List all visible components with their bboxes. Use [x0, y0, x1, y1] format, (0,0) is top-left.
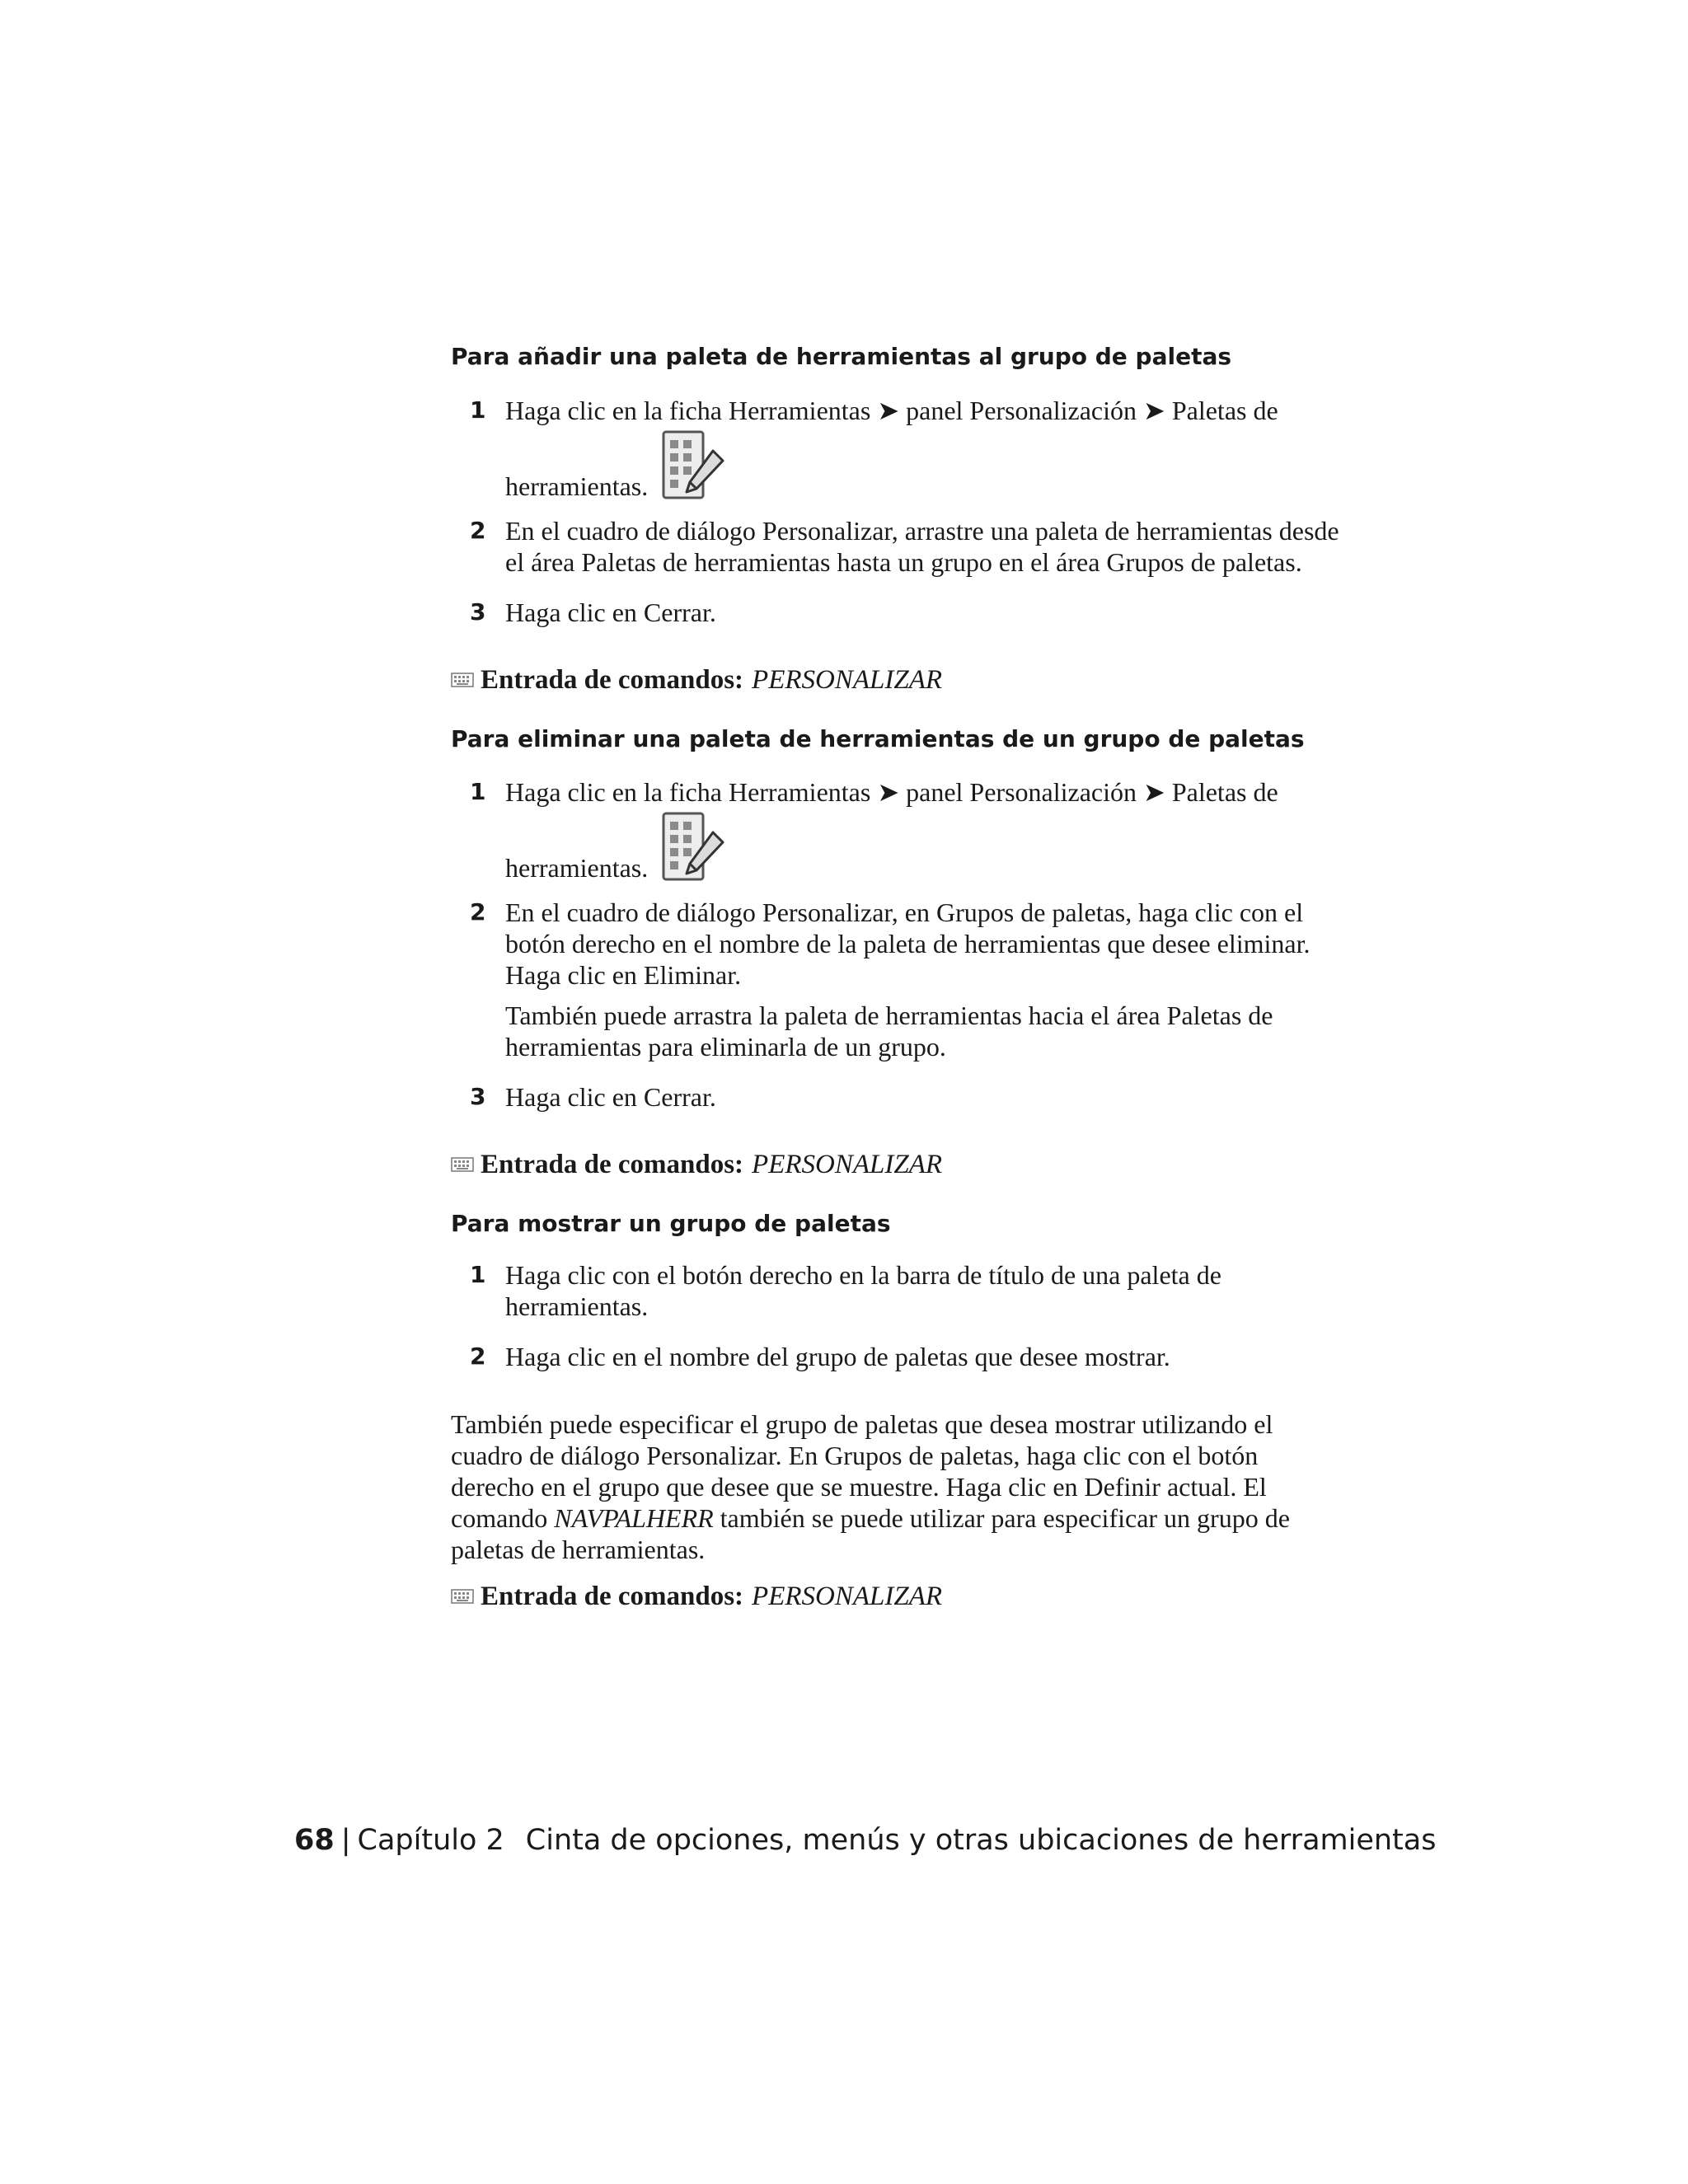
command-entry	[451, 663, 1341, 696]
step-number: 2	[470, 517, 486, 544]
step-text: Haga clic en la ficha Herramientas ➤ panel Personalización ➤ Paletas de	[505, 396, 1278, 425]
closing-paragraph: También puede especificar el grupo de paletas que desea mostrar utilizando el cuadro de diálogo Personalizar. En Grupos de paletas, haga clic con el botón derecho en el grupo que desee que se muestre. Haga clic en Definir actual. El comando NAVPALHERR también se puede utilizar para especificar un grupo de paletas de herramientas.	[451, 1409, 1290, 1564]
command-entry	[451, 1148, 1341, 1181]
tool-palettes-icon	[661, 811, 727, 883]
step-item	[451, 515, 1341, 578]
step-text: Haga clic en Cerrar.	[505, 1082, 716, 1112]
command-name: NAVPALHERR	[554, 1503, 714, 1533]
step-number: 1	[470, 778, 486, 805]
step-item	[451, 597, 1341, 628]
step-list	[451, 776, 1341, 1113]
procedure-title: Para eliminar una paleta de herramientas de un grupo de paletas	[451, 725, 1305, 752]
step-text-continued: herramientas.	[505, 471, 649, 501]
command-label: Entrada de comandos:	[481, 1150, 744, 1179]
command-label: Entrada de comandos:	[481, 1582, 744, 1611]
step-number: 2	[470, 1343, 486, 1370]
page-footer	[294, 1824, 1436, 1857]
chapter-title: Cinta de opciones, menús y otras ubicaciones de herramientas	[525, 1824, 1437, 1857]
step-item	[451, 1081, 1341, 1113]
keyboard-icon	[451, 1155, 474, 1174]
chapter-label: Capítulo 2	[357, 1824, 504, 1857]
step-number: 1	[470, 396, 486, 424]
step-list	[451, 395, 1341, 628]
step-text: En el cuadro de diálogo Personalizar, arrastre una paleta de herramientas desde el área Paletas de herramientas hasta un grupo en el área Grupos de paletas.	[505, 516, 1339, 577]
step-note: También puede arrastra la paleta de herramientas hacia el área Paletas de herramientas para eliminarla de un grupo.	[505, 1001, 1273, 1062]
keyboard-icon	[451, 1587, 474, 1605]
step-number: 3	[470, 1083, 486, 1110]
step-text-continued: herramientas.	[505, 853, 649, 883]
footer-separator: |	[340, 1824, 351, 1857]
command-entry	[451, 1580, 1341, 1613]
step-list	[451, 1259, 1341, 1372]
step-text: Haga clic en Cerrar.	[505, 598, 716, 627]
step-number: 2	[470, 898, 486, 926]
command-value: PERSONALIZAR	[752, 1150, 943, 1179]
step-text: Haga clic en el nombre del grupo de paletas que desee mostrar.	[505, 1342, 1170, 1371]
step-item	[451, 897, 1341, 1062]
command-value: PERSONALIZAR	[752, 665, 943, 695]
step-item	[451, 776, 1341, 883]
keyboard-icon	[451, 671, 474, 689]
document-body	[451, 342, 1341, 1613]
step-item	[451, 1341, 1341, 1372]
command-value: PERSONALIZAR	[752, 1582, 943, 1611]
step-item	[451, 395, 1341, 502]
procedure-title: Para mostrar un grupo de paletas	[451, 1210, 891, 1237]
step-number: 1	[470, 1261, 486, 1288]
page-number: 68	[294, 1824, 335, 1857]
step-text: Haga clic con el botón derecho en la barra de título de una paleta de herramientas.	[505, 1260, 1221, 1321]
step-text: Haga clic en la ficha Herramientas ➤ panel Personalización ➤ Paletas de	[505, 777, 1278, 807]
command-label: Entrada de comandos:	[481, 665, 744, 695]
tool-palettes-icon	[661, 429, 727, 502]
step-item	[451, 1259, 1341, 1322]
step-number: 3	[470, 598, 486, 626]
procedure-title: Para añadir una paleta de herramientas al grupo de paletas	[451, 343, 1232, 370]
step-text: En el cuadro de diálogo Personalizar, en Grupos de paletas, haga clic con el botón derecho en el nombre de la paleta de herramientas que desee eliminar. Haga clic en Eliminar.	[505, 898, 1311, 990]
